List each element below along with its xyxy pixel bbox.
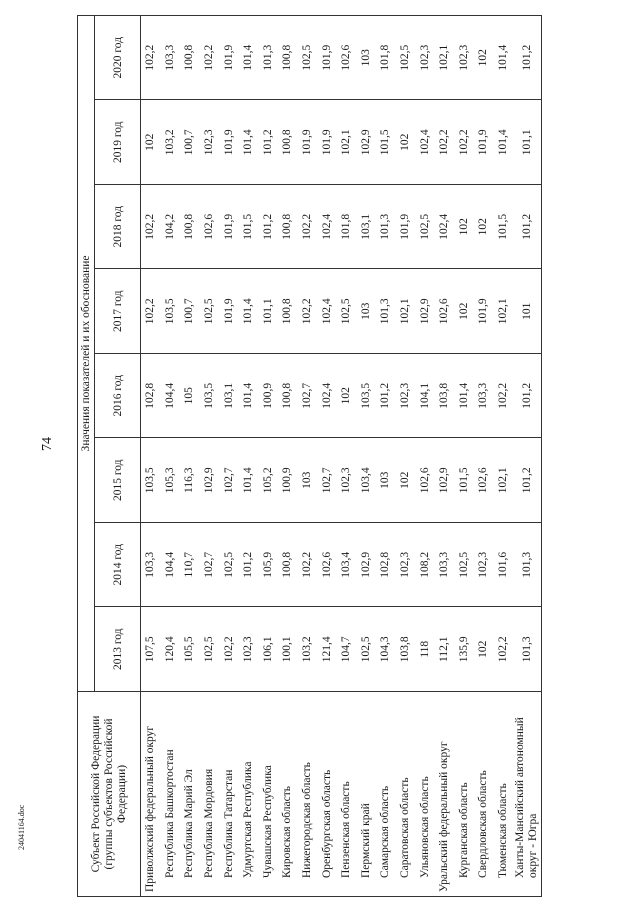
table-cell-value: 118 [415,607,435,692]
table-cell-value: 102,5 [337,269,357,354]
table-cell-value: 102,2 [200,15,220,100]
row-subject-name: Чувашская Республика [259,692,279,897]
table-cell-value: 101,5 [239,185,259,270]
table-cell-value: 102,3 [200,100,220,185]
table-cell-value: 101,9 [474,100,494,185]
table-cell-value: 101,9 [317,15,337,100]
table-cell-value: 102,4 [317,354,337,439]
table-cell-value: 102,5 [455,523,475,608]
table-cell-value: 103,4 [357,438,377,523]
table-row [239,15,259,896]
table-cell-value: 101,3 [376,185,396,270]
table-cell-value: 102,1 [494,438,514,523]
table-cell-value: 102,5 [396,15,416,100]
row-subject-name: Уральский федеральный округ [435,692,455,897]
table-cell-value: 103,5 [357,354,377,439]
table-cell-value: 104,7 [337,607,357,692]
table-cell-value: 100,9 [278,438,298,523]
row-subject-name: Кировская область [278,692,298,897]
table-cell-value: 102,6 [200,185,220,270]
table-cell-value: 102 [396,100,416,185]
row-subject-name: Нижегородская область [298,692,318,897]
table-cell-value: 101,4 [239,354,259,439]
table-cell-value: 101,3 [376,269,396,354]
table-cell-value: 101,2 [376,354,396,439]
table-cell-value: 102 [455,185,475,270]
table-cell-value: 102,7 [200,523,220,608]
table-cell-value: 101,9 [298,100,318,185]
row-subject-name: Ханты-Мансийский автономный округ - Югра [513,692,542,897]
table-cell-value: 101,1 [259,269,279,354]
table-cell-value: 102,9 [357,100,377,185]
table-row [337,15,357,896]
table-row [219,15,239,896]
table-cell-value: 101,5 [376,100,396,185]
table-cell-value: 101,2 [239,523,259,608]
row-subject-name: Пензенская область [337,692,357,897]
table-cell-value: 102,5 [200,269,220,354]
table-cell-value: 102,6 [337,15,357,100]
table-cell-value: 102,3 [337,438,357,523]
table-cell-value: 105,3 [161,438,181,523]
table-cell-value: 103,5 [141,438,161,523]
table-cell-value: 103,4 [337,523,357,608]
table-cell-value: 104,4 [161,523,181,608]
table-row [455,15,475,896]
table-cell-value: 102 [455,269,475,354]
table-cell-value: 102,9 [435,438,455,523]
table-cell-value: 103,8 [435,354,455,439]
row-subject-name: Республика Татарстан [219,692,239,897]
table-cell-value: 102,5 [298,15,318,100]
table-cell-value: 101,1 [513,100,542,185]
table-cell-value: 102,6 [415,438,435,523]
table-cell-value: 101,8 [376,15,396,100]
table-cell-value: 102,4 [435,185,455,270]
table-cell-value: 102,9 [357,523,377,608]
table-cell-value: 102,2 [455,100,475,185]
table-row [435,15,455,896]
table-cell-value: 100,1 [278,607,298,692]
table-row [317,15,337,896]
table-cell-value: 104,2 [161,185,181,270]
table-cell-value: 103 [376,438,396,523]
table-cell-value: 105 [180,354,200,439]
table-cell-value: 104,4 [161,354,181,439]
table-row [200,15,220,896]
table-cell-value: 101,9 [219,100,239,185]
row-subject-name: Удмуртская Республика [239,692,259,897]
table-cell-value: 103,1 [357,185,377,270]
table-cell-value: 135,9 [455,607,475,692]
table-cell-value: 101 [513,269,542,354]
table-cell-value: 121,4 [317,607,337,692]
table-cell-value: 103,3 [435,523,455,608]
table-cell-value: 102,1 [337,100,357,185]
column-header-year: 2014 год [95,523,141,608]
table-cell-value: 102,3 [455,15,475,100]
row-subject-name: Ульяновская область [415,692,435,897]
table-cell-value: 100,8 [180,15,200,100]
row-subject-name: Саратовская область [396,692,416,897]
table-cell-value: 105,2 [259,438,279,523]
document-code: 24041164.doc [17,804,26,850]
table-cell-value: 100,7 [180,100,200,185]
table-cell-value: 116,3 [180,438,200,523]
column-header-subject: Субъект Российской Федерации (группы субъектов Российской Федерации) [78,692,141,897]
table-cell-value: 102,1 [435,15,455,100]
table-row [141,15,161,896]
table-cell-value: 103 [298,438,318,523]
table-row [357,15,377,896]
rotated-table-frame [77,16,640,892]
table-cell-value: 101,9 [317,100,337,185]
table-cell-value: 101,4 [494,100,514,185]
table-cell-value: 103,3 [474,354,494,439]
table-body [141,15,542,896]
table-cell-value: 100,8 [278,523,298,608]
table-cell-value: 100,8 [278,269,298,354]
row-subject-name: Республика Мордовия [200,692,220,897]
table-row [415,15,435,896]
table-cell-value: 102,1 [494,269,514,354]
table-cell-value: 102,5 [357,607,377,692]
table-cell-value: 103,5 [200,354,220,439]
table-cell-value: 102,4 [317,269,337,354]
table-cell-value: 101,4 [455,354,475,439]
table-cell-value: 102,2 [298,269,318,354]
table-cell-value: 102,2 [298,185,318,270]
table-cell-value: 102,7 [317,438,337,523]
row-subject-name: Самарская область [376,692,396,897]
table-cell-value: 105,5 [180,607,200,692]
table-cell-value: 102,6 [435,269,455,354]
table-cell-value: 102,5 [219,523,239,608]
table-cell-value: 105,9 [259,523,279,608]
column-header-year: 2013 год [95,607,141,692]
table-cell-value: 120,4 [161,607,181,692]
table-cell-value: 101,9 [219,185,239,270]
table-cell-value: 103,5 [161,269,181,354]
table-row [376,15,396,896]
table-cell-value: 101,2 [513,15,542,100]
table-cell-value: 102,6 [474,438,494,523]
table-cell-value: 106,1 [259,607,279,692]
table-cell-value: 102,2 [141,15,161,100]
table-cell-value: 102,5 [200,607,220,692]
table-cell-value: 102 [474,185,494,270]
table-cell-value: 101,4 [239,438,259,523]
table-cell-value: 102,5 [415,185,435,270]
row-subject-name: Республика Марий Эл [180,692,200,897]
table-cell-value: 101,5 [494,185,514,270]
table-cell-value: 102,2 [494,354,514,439]
column-header-year: 2018 год [95,185,141,270]
table-cell-value: 103,3 [161,15,181,100]
row-subject-name: Пермский край [357,692,377,897]
page-number: 74 [40,437,55,451]
table-cell-value: 102,9 [200,438,220,523]
table-cell-value: 101,3 [513,523,542,608]
table-cell-value: 101,9 [219,15,239,100]
table-cell-value: 101,9 [474,269,494,354]
table-cell-value: 102,2 [141,269,161,354]
table-cell-value: 112,1 [435,607,455,692]
table-cell-value: 101,6 [494,523,514,608]
table-cell-value: 107,5 [141,607,161,692]
rotated-table-content [77,16,566,897]
table-cell-value: 102,2 [298,523,318,608]
table-cell-value: 102,7 [219,438,239,523]
table-cell-value: 101,9 [219,269,239,354]
table-cell-value: 101,3 [513,607,542,692]
table-cell-value: 101,9 [396,185,416,270]
table-cell-value: 102,8 [376,523,396,608]
table-row [259,15,279,896]
table-cell-value: 101,3 [259,15,279,100]
table-cell-value: 103,1 [219,354,239,439]
table-cell-value: 102,3 [396,354,416,439]
row-subject-name: Свердловская область [474,692,494,897]
row-subject-name: Оренбургская область [317,692,337,897]
table-cell-value: 101,5 [455,438,475,523]
table-cell-value: 101,4 [239,15,259,100]
table-cell-value: 101,2 [513,438,542,523]
table-cell-value: 101,2 [513,354,542,439]
table-cell-value: 101,4 [239,269,259,354]
table-row [474,15,494,896]
row-subject-name: Курганская область [455,692,475,897]
table-cell-value: 102 [474,15,494,100]
table-cell-value: 110,7 [180,523,200,608]
table-cell-value: 104,1 [415,354,435,439]
table-cell-value: 102,8 [141,354,161,439]
table-cell-value: 102,3 [474,523,494,608]
table-cell-value: 102,3 [415,15,435,100]
table-row [161,15,181,896]
table-cell-value: 102,4 [317,185,337,270]
table-cell-value: 103,8 [396,607,416,692]
table-cell-value: 101,4 [239,100,259,185]
column-header-year: 2017 год [95,269,141,354]
table-cell-value: 102 [141,100,161,185]
table-cell-value: 100,9 [259,354,279,439]
table-row [396,15,416,896]
column-header-year: 2019 год [95,100,141,185]
table-cell-value: 102 [396,438,416,523]
table-row [513,15,542,896]
table-row [494,15,514,896]
table-cell-value: 103 [357,15,377,100]
table-cell-value: 102,3 [239,607,259,692]
table-row [180,15,200,896]
table-cell-value: 100,8 [278,15,298,100]
table-cell-value: 102 [474,607,494,692]
column-header-year: 2015 год [95,438,141,523]
table-cell-value: 102,7 [298,354,318,439]
column-header-year: 2020 год [95,15,141,100]
table-cell-value: 102,2 [494,607,514,692]
table-cell-value: 102,2 [141,185,161,270]
table-cell-value: 101,2 [259,185,279,270]
table-cell-value: 100,8 [180,185,200,270]
table-cell-value: 102 [337,354,357,439]
table-cell-value: 102,4 [415,100,435,185]
column-header-year: 2016 год [95,354,141,439]
table-cell-value: 102,3 [396,523,416,608]
table-cell-value: 101,8 [337,185,357,270]
table-cell-value: 100,8 [278,100,298,185]
table-cell-value: 108,2 [415,523,435,608]
row-subject-name: Тюменская область [494,692,514,897]
table-cell-value: 102,6 [317,523,337,608]
table-cell-value: 101,4 [494,15,514,100]
table-cell-value: 103 [357,269,377,354]
table-cell-value: 103,3 [141,523,161,608]
indicator-table [77,15,542,897]
table-cell-value: 102,2 [435,100,455,185]
table-cell-value: 101,2 [513,185,542,270]
table-cell-value: 102,9 [415,269,435,354]
row-subject-name: Приволжский федеральный округ [141,692,161,897]
table-cell-value: 103,2 [161,100,181,185]
table-cell-value: 103,2 [298,607,318,692]
table-cell-value: 104,3 [376,607,396,692]
table-cell-value: 100,8 [278,185,298,270]
table-row [278,15,298,896]
table-cell-value: 102,2 [219,607,239,692]
table-cell-value: 101,2 [259,100,279,185]
table-cell-value: 102,1 [396,269,416,354]
row-subject-name: Республика Башкортостан [161,692,181,897]
table-cell-value: 100,7 [180,269,200,354]
table-cell-value: 100,8 [278,354,298,439]
column-group-header: Значения показателей и их обоснование [78,15,95,691]
table-row [298,15,318,896]
